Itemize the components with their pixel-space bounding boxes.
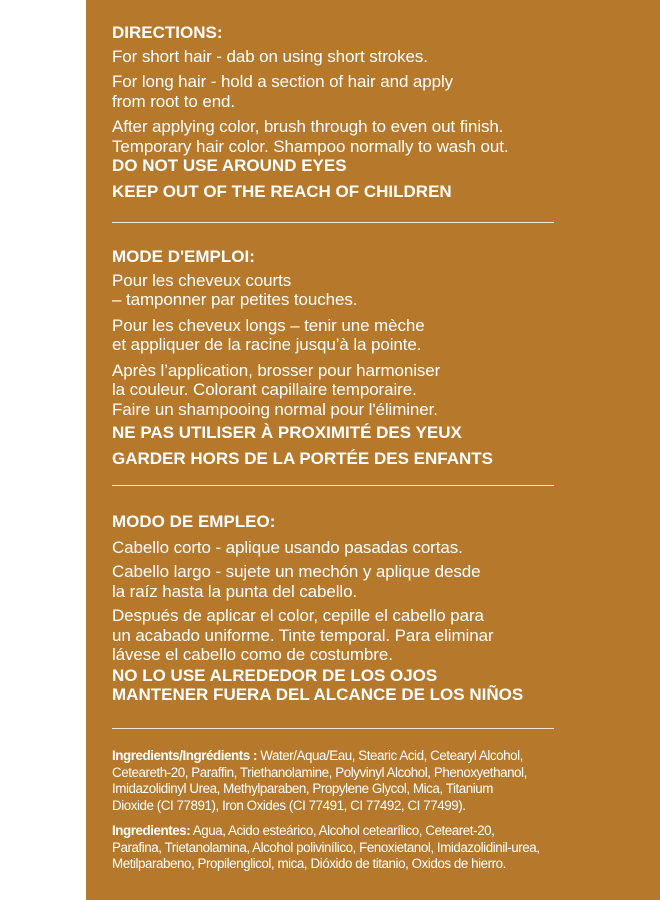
warning-line: NO LO USE ALREDEDOR DE LOS OJOS — [112, 665, 438, 685]
instruction-line: Temporary hair color. Shampoo normally to wash out. — [112, 136, 509, 156]
section-divider — [112, 485, 554, 486]
ingredients-text: Parafina, Trietanolamina, Alcohol polivinílico, Fenoxietanol, Imidazolidinil-urea, — [112, 839, 540, 855]
instruction-line: – tamponner par petites touches. — [112, 290, 358, 309]
section-divider — [112, 728, 554, 729]
instruction-line: Pour les cheveux courts — [112, 270, 292, 290]
section-heading: MODO DE EMPLEO: — [112, 512, 276, 531]
ingredients-text: Agua, Acido esteárico, Alcohol cetearílico, Cetearet-20, — [190, 823, 495, 838]
warning-line: KEEP OUT OF THE REACH OF CHILDREN — [112, 181, 452, 201]
instruction-line: la couleur. Colorant capillaire temporaire. — [112, 380, 417, 399]
ingredients-text: Metilparabeno, Propilenglicol, mica, Dióxido de titanio, Oxidos de hierro. — [112, 856, 506, 872]
instruction-line: et appliquer de la racine jusqu’à la pointe. — [112, 335, 422, 354]
warning-line: GARDER HORS DE LA PORTÉE DES ENFANTS — [112, 448, 493, 468]
ingredients-label: Ingredients/Ingrédients : — [112, 748, 257, 763]
warning-line: MANTENER FUERA DEL ALCANCE DE LOS NIÑOS — [112, 685, 524, 704]
directions-english — [112, 23, 632, 201]
instruction-line: un acabado uniforme. Tinte temporal. Para eliminar — [112, 625, 494, 645]
section-heading: DIRECTIONS: — [112, 23, 223, 42]
ingredients-text: Ceteareth-20, Paraffin, Triethanolamine, Polyvinyl Alcohol, Phenoxyethanol, — [112, 764, 527, 780]
instructions-panel — [86, 0, 660, 900]
directions-french — [112, 247, 632, 468]
ingredients-label: Ingredientes: — [112, 823, 191, 838]
instruction-line: Cabello largo - sujete un mechón y aplique desde — [112, 562, 481, 581]
instruction-line: After applying color, brush through to even out finish. — [112, 117, 504, 136]
instruction-line: Après l’application, brosser pour harmoniser — [112, 360, 441, 380]
instruction-line: from root to end. — [112, 91, 236, 111]
ingredients-en-fr — [112, 748, 652, 814]
warning-line: DO NOT USE AROUND EYES — [112, 156, 347, 175]
instruction-line: la raíz hasta la punta del cabello. — [112, 581, 358, 601]
directions-spanish — [112, 512, 632, 705]
instruction-line: Después de aplicar el color, cepille el cabello para — [112, 606, 484, 625]
instruction-line: lávese el cabello como de costumbre. — [112, 645, 393, 664]
instruction-line: Cabello corto - aplique usando pasadas cortas. — [112, 537, 463, 557]
instruction-line: For long hair - hold a section of hair and apply — [112, 72, 454, 91]
ingredients-text: Dioxide (CI 77891), Iron Oxides (CI 77491, CI 77492, CI 77499). — [112, 797, 466, 813]
ingredients-es — [112, 823, 652, 873]
section-heading: MODE D'EMPLOI: — [112, 247, 255, 266]
instruction-line: Pour les cheveux longs – tenir une mèche — [112, 315, 425, 335]
instruction-line: For short hair - dab on using short strokes. — [112, 46, 428, 66]
ingredients-text: Imidazolidinyl Urea, Methylparaben, Propylene Glycol, Mica, Titanium — [112, 781, 493, 797]
ingredients-text: Water/Aqua/Eau, Stearic Acid, Cetearyl Alcohol, — [257, 748, 523, 763]
warning-line: NE PAS UTILISER À PROXIMITÉ DES YEUX — [112, 423, 462, 442]
section-divider — [112, 222, 554, 223]
instruction-line: Faire un shampooing normal pour l'éliminer. — [112, 399, 438, 419]
